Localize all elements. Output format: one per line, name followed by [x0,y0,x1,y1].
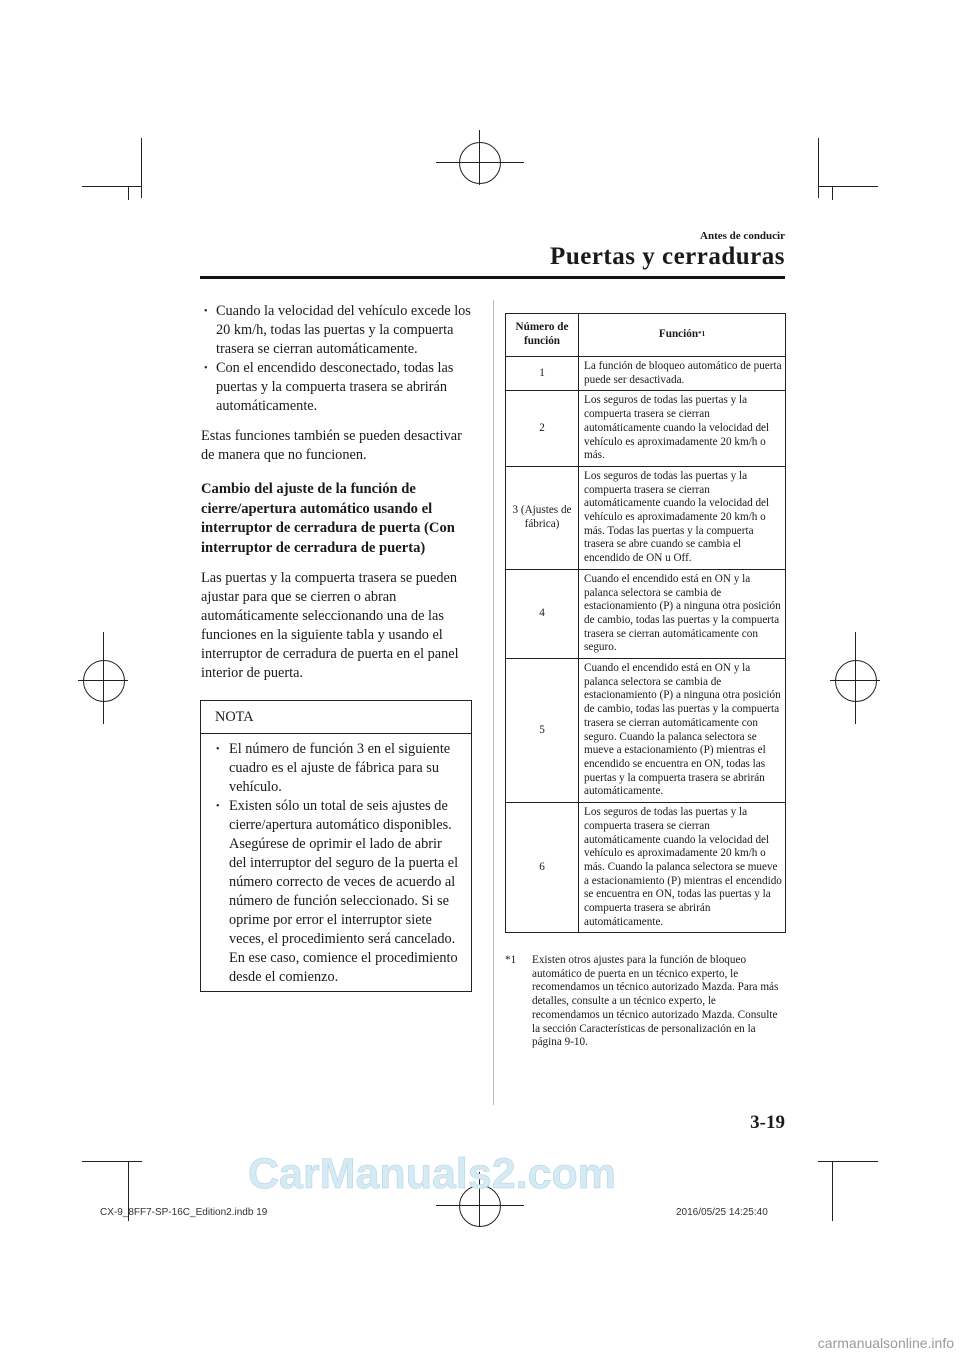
function-description: Los seguros de todas las puertas y la compuerta trasera se cierran automáticamente cuando la velocidad del vehículo es aproximadamente 20 km/h o más. Cuando la palanca selectora se mueve a estacionamiento (P) mientras el encendido se encuentra en ON, todas las puertas y la compuerta trasera se abrirán automáticamente. [579,803,786,933]
crop-mark [82,1161,142,1162]
paragraph: Estas funciones también se pueden desactivar de manera que no funcionen. [201,428,462,463]
print-slug-date: 2016/05/25 14:25:40 [676,1207,768,1218]
function-number: 5 [506,659,579,803]
crop-mark [818,1161,878,1162]
print-slug-file: CX-9_8FF7-SP-16C_Edition2.indb 19 [100,1207,268,1218]
footnote [505,954,785,1050]
registration-line [103,632,104,724]
note-item: • El número de función 3 en el siguiente cuadro es el ajuste de fábrica para su vehículo. [215,740,461,797]
page-title: Puertas y cerraduras [550,243,785,270]
function-description: Cuando el encendido está en ON y la palanca selectora se cambia de estacionamiento (P) a ninguna otra posición de cambio, todas las puertas y la compuerta trasera se cierran automáticamente con seguro. Cuando la palanca selectora se mueve a estacionamiento (P) mientras el encendido se encuentra en ON, todas las puertas y la compuerta trasera se abrirán automáticamente. [579,659,786,803]
function-table [505,313,786,933]
header-rule [200,276,785,279]
site-logo: CarManuals2.com [248,1150,617,1198]
crop-mark [832,1161,833,1221]
left-column [201,302,473,683]
function-description: La función de bloqueo automático de puerta puede ser desactivada. [579,357,786,391]
column-divider [493,300,494,1105]
registration-line [855,632,856,724]
function-description: Los seguros de todas las puertas y la compuerta trasera se cierran automáticamente cuando la velocidad del vehículo es aproximadamente 20 km/h o más. Todas las puertas y la compuerta trasera se abre cuando se cambia el encendido de ON u Off. [579,466,786,569]
table-header-row [506,314,786,357]
footnote-ref: *1 [698,330,706,339]
crop-mark [141,138,142,198]
table-row [506,466,786,569]
section-label: Antes de conducir [700,230,785,242]
table-row [506,391,786,467]
subheading: Cambio del ajuste de la función de cierre/apertura automático usando el interruptor de cerradura de puerta (Con interruptor de cerradura de puerta) [201,481,455,556]
function-number: 6 [506,803,579,933]
note-box [200,700,472,992]
bullet-item: • Cuando la velocidad del vehículo excede los 20 km/h, todas las puertas y la compuerta trasera se cierran automáticamente. [201,302,473,359]
column-header-number: Número de función [506,314,579,357]
registration-line [479,130,480,185]
column-header-function-label: Función [658,328,699,341]
column-header-function [579,314,786,357]
footnote-mark: *1 [505,954,517,966]
crop-mark [818,186,878,187]
table-row [506,803,786,933]
crop-mark [832,186,833,200]
function-number: 2 [506,391,579,467]
crop-mark [128,186,129,200]
note-title: NOTA [201,701,471,734]
crop-mark [82,186,142,187]
table-row [506,569,786,658]
function-description: Cuando el encendido está en ON y la palanca selectora se cambia de estacionamiento (P) a ninguna otra posición de cambio, todas las puertas y la compuerta trasera se cierran automáticamente con seguro. [579,569,786,658]
note-list [201,734,471,987]
footnote-text: Existen otros ajustes para la función de bloqueo automático de puerta en un técnico experto, le recomendamos un técnico autorizado Mazda. Para más detalles, consulte a un técnico experto, le recomendamos un técnico autorizado Mazda. Consulte la sección Características de personalización en la página 9-10. [532,954,779,1049]
paragraph: Las puertas y la compuerta trasera se pueden ajustar para que se cierren o abran automáticamente seleccionando una de las funciones en la siguiente tabla y usando el interruptor de cerradura de puerta en el panel interior de puerta. [201,570,459,682]
function-number: 3 (Ajustes de fábrica) [506,466,579,569]
table-row [506,357,786,391]
note-item: • Existen sólo un total de seis ajustes de cierre/apertura automático disponibles. Asegúrese de oprimir el lado de abrir del interruptor del seguro de la puerta el número correcto de veces de acuerdo al número de función seleccionado. Si se oprime por error el interruptor siete veces, el procedimiento será cancelado. En ese caso, comience el procedimiento desde el comienzo. [215,797,461,987]
crop-mark [818,138,819,198]
function-description: Los seguros de todas las puertas y la compuerta trasera se cierran automáticamente cuando la velocidad del vehículo es aproximadamente 20 km/h o más. [579,391,786,467]
watermark: carmanualsonline.info [817,1335,954,1351]
bullet-item: • Con el encendido desconectado, todas las puertas y la compuerta trasera se abrirán automáticamente. [201,359,473,416]
page-number: 3-19 [750,1112,785,1133]
function-number: 1 [506,357,579,391]
function-number: 4 [506,569,579,658]
table-row [506,659,786,803]
